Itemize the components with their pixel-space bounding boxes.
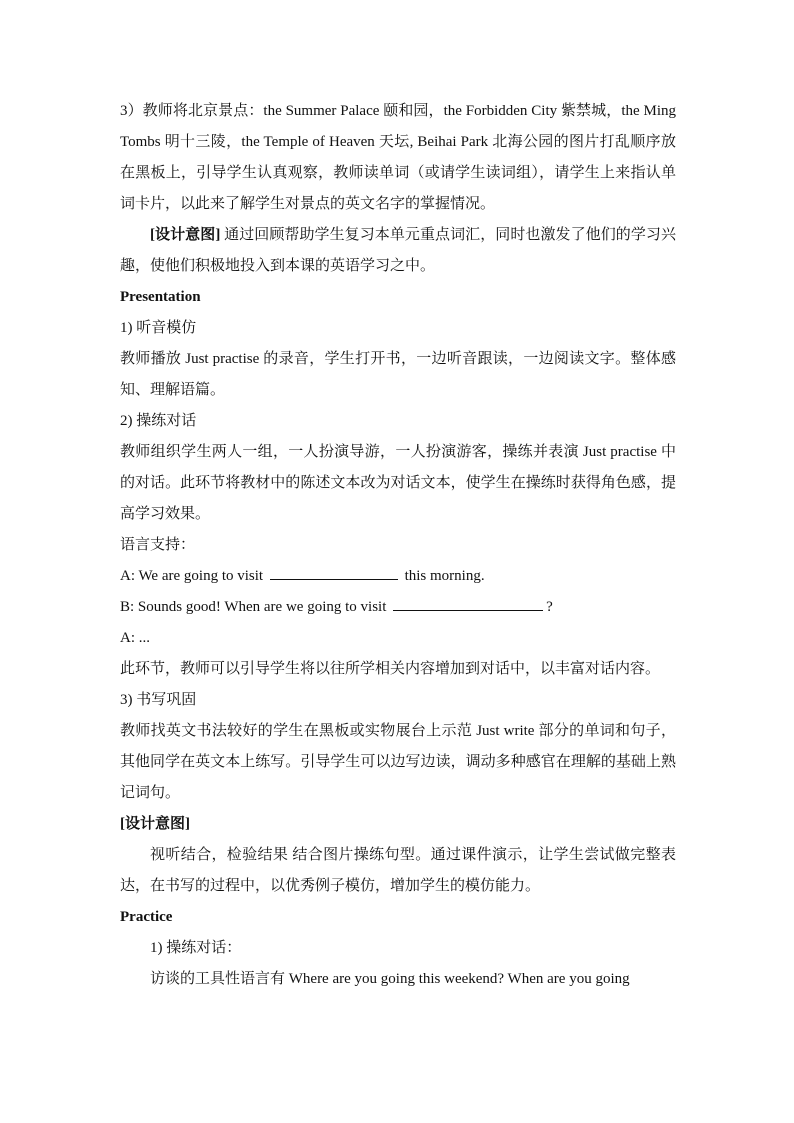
dialog-line-b1 (120, 592, 676, 623)
fill-blank-b (393, 594, 543, 611)
fill-blank-a (270, 563, 398, 580)
dialog-a1-pre: A: We are going to visit (120, 568, 264, 584)
dialog-line-a1 (120, 561, 676, 592)
step2-note: 此环节，教师可以引导学生将以往所学相关内容增加到对话中，以丰富对话内容。 (120, 661, 661, 677)
document-page (120, 96, 676, 995)
design-intent-label: [设计意图] (150, 227, 221, 243)
step2-text: 教师组织学生两人一组，一人扮演导游，一人扮演游客，操练并表演 Just practise 中的对话。此环节将教材中的陈述文本改为对话文本，使学生在操练时获得角色感，提高学习效果。 (120, 444, 676, 522)
dialog-line-a2: A: ... (120, 630, 150, 646)
step3-text: 教师找英文书法较好的学生在黑板或实物展台上示范 Just write 部分的单词和句子，其他同学在英文本上练写。引导学生可以边写边读，调动多种感官在理解的基础上熟记词句。 (120, 723, 676, 801)
heading-presentation: Presentation (120, 289, 201, 305)
practice1-text: 访谈的工具性语言有 Where are you going this weekend? When are you going (150, 971, 630, 987)
step1-text: 教师播放 Just practise 的录音，学生打开书，一边听音跟读，一边阅读文字。整体感知、理解语篇。 (120, 351, 676, 398)
practice1-title: 1) 操练对话： (150, 940, 242, 956)
design-intent-2-label: [设计意图] (120, 816, 190, 832)
language-support-label: 语言支持： (120, 537, 196, 553)
step2-title: 2) 操练对话 (120, 413, 197, 429)
design-intent-text: 通过回顾帮助学生复习本单元重点词汇，同时也激发了他们的学习兴趣，使他们积极地投入到本课的英语学习之中。 (120, 227, 676, 274)
step1-title: 1) 听音模仿 (120, 320, 197, 336)
step3-title: 3) 书写巩固 (120, 692, 197, 708)
design-intent-2-text: 视听结合，检验结果 结合图片操练句型。通过课件演示，让学生尝试做完整表达，在书写的过程中，以优秀例子模仿，增加学生的模仿能力。 (120, 847, 676, 894)
heading-practice: Practice (120, 909, 173, 925)
dialog-a1-post: this morning. (404, 568, 485, 584)
dialog-b1-post: ? (546, 599, 553, 615)
dialog-b1-pre: B: Sounds good! When are we going to visit (120, 599, 387, 615)
paragraph-design-intent-1 (120, 220, 676, 282)
paragraph-step3-intro: 3）教师将北京景点：the Summer Palace 颐和园，the Forbidden City 紫禁城，the Ming Tombs 明十三陵，the Temple of Heaven 天坛, Beihai Park 北海公园的图片打乱顺序放在黑板上，引导学生认真观察，教师读单词（或请学生读词组），请学生上来指认单词卡片，以此来了解学生对景点的英文名字的掌握情况。 (120, 103, 676, 212)
